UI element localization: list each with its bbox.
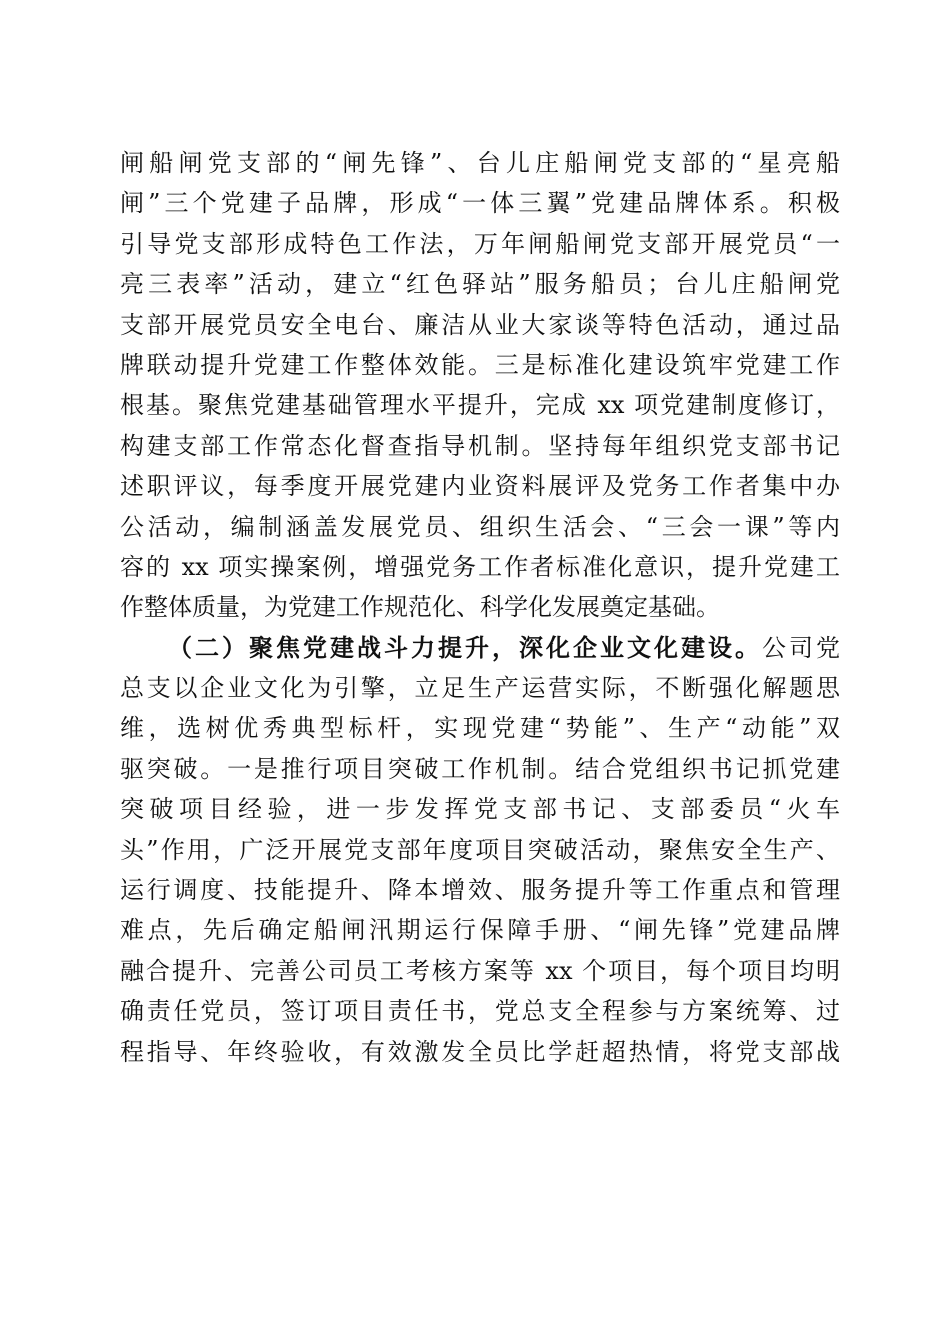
text-line: 述职评议，每季度开展党建内业资料展评及党务工作者集中办 [120, 472, 840, 501]
text-line: 融合提升、完善公司员工考核方案等 xx 个项目，每个项目均明 [120, 956, 840, 985]
text-line: 公活动，编制涵盖发展党员、组织生活会、“三会一课”等内 [120, 512, 840, 541]
section-heading: （二）聚焦党建战斗力提升，深化企业文化建设。 [168, 632, 762, 662]
text-line: 闸”三个党建子品牌，形成“一体三翼”党建品牌体系。积极 [120, 189, 840, 218]
text-line: 作整体质量，为党建工作规范化、科学化发展奠定基础。 [120, 593, 720, 622]
text-line: 根基。聚焦党建基础管理水平提升，完成 xx 项党建制度修订， [120, 391, 840, 420]
paragraph-2-first-line [120, 628, 840, 668]
paragraph-1 [120, 143, 840, 628]
text-line: 容的 xx 项实操案例，增强党务工作者标准化意识，提升党建工 [120, 552, 840, 581]
text-line: 构建支部工作常态化督查指导机制。坚持每年组织党支部书记 [120, 431, 840, 460]
paragraph-2 [120, 628, 840, 1072]
text-line: 头”作用，广泛开展党支部年度项目突破活动，聚焦安全生产、 [120, 835, 840, 864]
text-line: 维，选树优秀典型标杆，实现党建“势能”、生产“动能”双 [120, 714, 840, 743]
text-line: 总支以企业文化为引擎，立足生产运营实际，不断强化解题思 [120, 674, 840, 703]
text-line: 支部开展党员安全电台、廉洁从业大家谈等特色活动，通过品 [120, 310, 840, 339]
body-text [120, 143, 840, 1072]
first-line-rest: 公司党 [762, 633, 840, 662]
text-line: 突破项目经验，进一步发挥党支部书记、支部委员“火车 [120, 795, 840, 824]
text-line: 程指导、年终验收，有效激发全员比学赶超热情，将党支部战 [120, 1037, 840, 1066]
text-line: 难点，先后确定船闸汛期运行保障手册、“闸先锋”党建品牌 [120, 916, 840, 945]
text-line: 引导党支部形成特色工作法，万年闸船闸党支部开展党员“一 [120, 229, 840, 258]
text-line: 运行调度、技能提升、降本增效、服务提升等工作重点和管理 [120, 876, 840, 905]
text-line: 闸船闸党支部的“闸先锋”、台儿庄船闸党支部的“星亮船 [120, 149, 840, 177]
text-line: 牌联动提升党建工作整体效能。三是标准化建设筑牢党建工作 [120, 350, 840, 379]
text-line: 亮三表率”活动，建立“红色驿站”服务船员；台儿庄船闸党 [120, 270, 840, 299]
text-line: 确责任党员，签订项目责任书，党总支全程参与方案统筹、过 [120, 997, 840, 1026]
text-line: 驱突破。一是推行项目突破工作机制。结合党组织书记抓党建 [120, 754, 840, 783]
